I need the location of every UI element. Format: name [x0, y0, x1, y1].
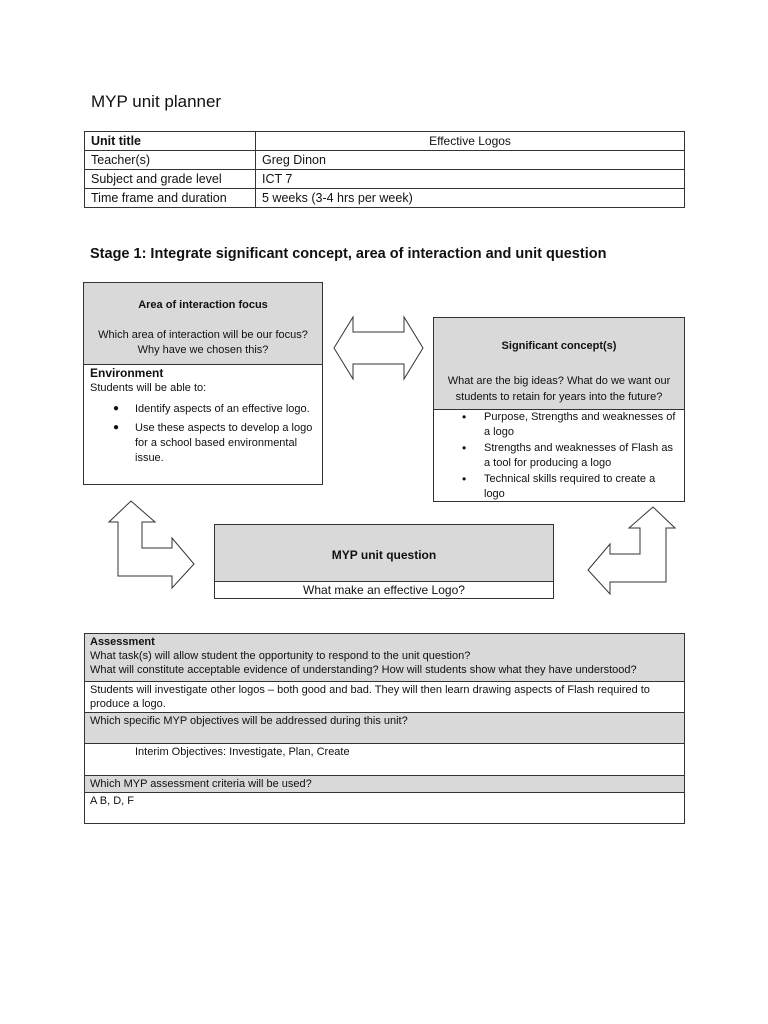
- table-row: [85, 776, 685, 793]
- unit-title-label: Unit title: [85, 132, 256, 151]
- list-item: • Purpose, Strengths and weaknesses of a logo: [434, 410, 678, 440]
- assessment-header-cell: [85, 634, 685, 682]
- significant-concept-header: [434, 318, 684, 410]
- significant-concept-box: [433, 317, 685, 502]
- timeframe-value: 5 weeks (3-4 hrs per week): [256, 189, 685, 208]
- area-of-interaction-box: [83, 282, 323, 485]
- criteria-question: Which MYP assessment criteria will be used?: [85, 776, 685, 793]
- unit-question-box: [214, 524, 554, 599]
- table-row: [85, 713, 685, 744]
- significant-concept-question: What are the big ideas? What do we want our students to retain for years into the future?: [447, 375, 671, 403]
- significant-concept-list: [434, 410, 678, 502]
- bent-arrow-left-up-icon: [586, 506, 678, 598]
- unit-question-header: [215, 525, 553, 582]
- subject-value: ICT 7: [256, 170, 685, 189]
- table-row: [85, 151, 685, 170]
- assessment-question-2: What will constitute acceptable evidence of understanding? How will students show what they have understood?: [90, 664, 637, 676]
- list-item: ● Identify aspects of an effective logo.: [84, 402, 316, 417]
- area-of-interaction-list: [84, 402, 316, 466]
- bent-arrow-up-right-icon: [106, 500, 198, 592]
- double-arrow-icon: [333, 315, 425, 381]
- unit-question-title: MYP unit question: [331, 548, 437, 562]
- objectives-question: Which specific MYP objectives will be addressed during this unit?: [85, 713, 685, 744]
- assessment-question-1: What task(s) will allow student the opportunity to respond to the unit question?: [90, 650, 471, 662]
- page-title: MYP unit planner: [91, 92, 222, 111]
- unit-question-text: What make an effective Logo?: [303, 583, 465, 597]
- assessment-table: [84, 633, 685, 824]
- area-of-interaction-intro: Students will be able to:: [90, 382, 207, 394]
- assessment-answer: Students will investigate other logos – both good and bad. They will then learn drawing aspects of Flash required to produce a logo.: [85, 682, 685, 713]
- list-item: ● Use these aspects to develop a logo for a school based environmental issue.: [84, 421, 316, 466]
- list-item: • Technical skills required to create a logo: [434, 472, 678, 502]
- criteria-answer: A B, D, F: [85, 793, 685, 824]
- area-of-interaction-question: Which area of interaction will be our focus? Why have we chosen this?: [98, 329, 308, 356]
- significant-concept-title: Significant concept(s): [501, 340, 617, 352]
- table-row: [85, 744, 685, 776]
- teacher-label: Teacher(s): [85, 151, 256, 170]
- area-of-interaction-name: Environment: [90, 366, 164, 380]
- subject-label: Subject and grade level: [85, 170, 256, 189]
- assessment-title: Assessment: [90, 636, 155, 648]
- objectives-answer: Interim Objectives: Investigate, Plan, Create: [85, 744, 685, 776]
- area-of-interaction-header: [84, 283, 322, 365]
- teacher-value: Greg Dinon: [256, 151, 685, 170]
- table-row: [85, 793, 685, 824]
- table-row: [85, 132, 685, 151]
- unit-info-table: [84, 131, 685, 208]
- table-row: [85, 682, 685, 713]
- unit-title-value: Effective Logos: [256, 132, 685, 151]
- table-row: [85, 189, 685, 208]
- stage-heading: Stage 1: Integrate significant concept, area of interaction and unit question: [90, 246, 607, 262]
- table-row: [85, 170, 685, 189]
- list-item: • Strengths and weaknesses of Flash as a tool for producing a logo: [434, 441, 678, 471]
- table-row: [85, 634, 685, 682]
- area-of-interaction-title: Area of interaction focus: [138, 299, 268, 311]
- timeframe-label: Time frame and duration: [85, 189, 256, 208]
